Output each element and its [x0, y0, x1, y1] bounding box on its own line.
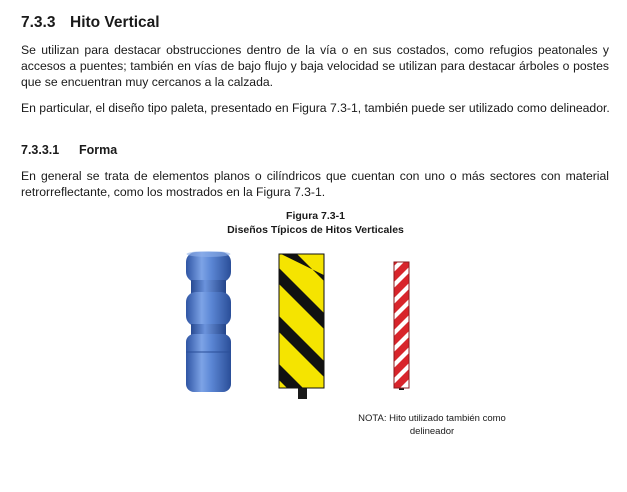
section-number: 7.3.3	[21, 14, 56, 31]
subsection-number: 7.3.3.1	[21, 143, 60, 157]
section-title: Hito Vertical	[70, 14, 160, 31]
section-paragraph-2: En particular, el diseño tipo paleta, presentado en Figura 7.3-1, también puede ser utilizado como delineador.	[21, 101, 610, 115]
figure-note: NOTA: Hito utilizado también como delineador	[358, 413, 506, 437]
blue-cylindrical-marker	[186, 251, 231, 392]
red-white-delineator-marker	[394, 241, 409, 394]
subsection-paragraph: En general se trata de elementos planos o cilíndricos que cuentan con uno o más sectores con material retrorreflectante, como los mostrados en la Figura 7.3-1.	[21, 169, 609, 199]
subsection-title: Forma	[79, 143, 118, 157]
figure-label: Figura 7.3-1	[286, 210, 345, 222]
yellow-black-paddle-marker	[249, 222, 344, 445]
figure-title: Diseños Típicos de Hitos Verticales	[227, 224, 404, 236]
section-paragraph-1: Se utilizan para destacar obstrucciones dentro de la vía o en sus costados, como refugios peatonales y accesos a puentes; también en vías de bajo flujo y baja velocidad se utilizan para destacar árboles o postes que se encuentran muy cercanos a la calzada.	[21, 43, 609, 89]
